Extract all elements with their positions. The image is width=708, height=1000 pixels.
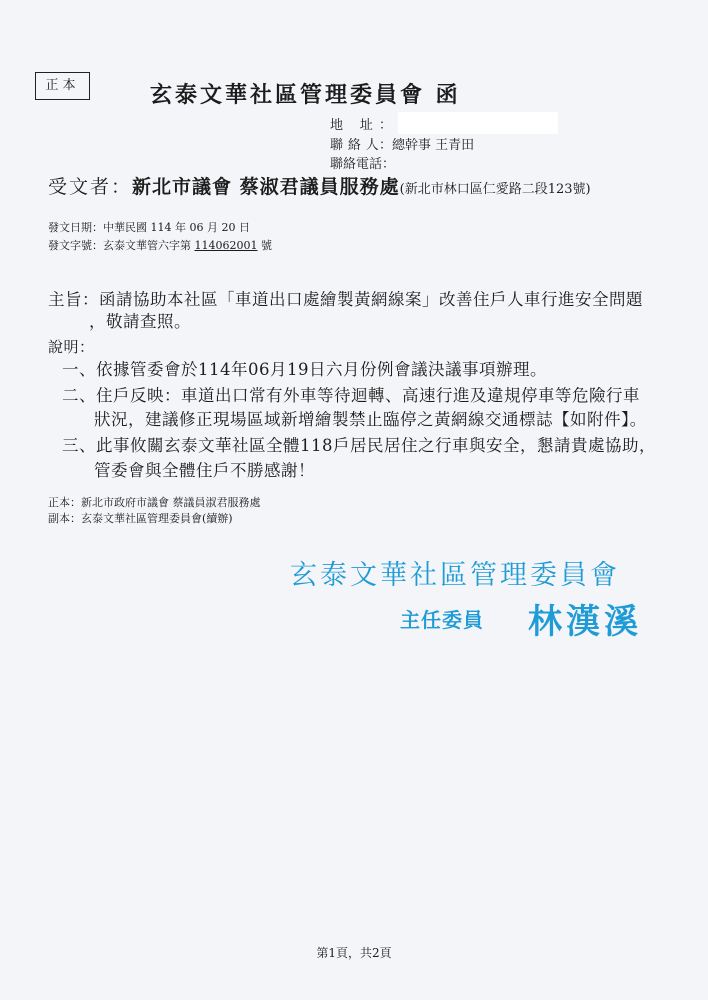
subject-label: 主旨： <box>48 290 99 309</box>
subject-line-1 <box>48 286 643 310</box>
issue-ref-label: 發文字號： <box>48 239 103 252</box>
phone-label: 聯絡電話： <box>330 157 396 172</box>
contact-row <box>330 134 474 153</box>
phone-row <box>330 153 396 172</box>
explanation-item-3-line-1: 三、此事攸關玄泰文華社區全體118戶居民居住之行車與安全，懇請貴處協助， <box>62 436 656 455</box>
contact-label: 聯 絡 人： <box>330 138 392 153</box>
issue-date-label: 發文日期： <box>48 221 103 234</box>
address-row <box>330 114 392 133</box>
explanation-item-3-line-2: 管委會與全體住戶不勝感謝！ <box>94 461 315 480</box>
explanation-item-2-line-1: 二、住戶反映：車道出口常有外車等待迴轉、高速行進及違規停車等危險行車 <box>62 386 640 405</box>
redacted-address <box>398 112 558 134</box>
original-copy-tag: 正本 <box>35 72 90 100</box>
document-title: 玄泰文華社區管理委員會 函 <box>150 82 461 108</box>
subject-line-2: ，敬請查照。 <box>89 312 191 331</box>
distribution-original: 正本：新北市政府市議會 蔡議員淑君服務處 <box>48 496 261 509</box>
issue-ref-prefix: 玄泰文華管六字第 <box>103 239 195 252</box>
explanation-label: 說明： <box>48 338 95 356</box>
stamp-organization: 玄泰文華社區管理委員會 <box>290 560 620 591</box>
issue-ref-number: 114062001 <box>194 239 258 252</box>
contact-value: 總幹事 王青田 <box>392 138 475 153</box>
recipient-label: 受文者： <box>48 176 133 198</box>
recipient-line <box>48 172 591 199</box>
issue-date-value: 中華民國 114 年 06 月 20 日 <box>103 221 250 234</box>
explanation-item-2-line-2: 狀況，建議修正現場區域新增繪製禁止臨停之黃網線交通標誌【如附件】。 <box>94 410 647 429</box>
recipient-address: (新北市林口區仁愛路二段123號) <box>399 182 591 197</box>
issue-ref-suffix: 號 <box>257 239 272 252</box>
explanation-item-1: 一、依據管委會於114年06月19日六月份例會議決議事項辦理。 <box>62 360 547 379</box>
stamp-signature-name: 林漢溪 <box>528 602 642 642</box>
address-label: 地 址： <box>330 118 392 133</box>
subject-text-1: 函請協助本社區「車道出口處繪製黃網線案」改善住戶人車行進安全問題 <box>99 290 643 309</box>
recipient-org: 新北市議會 蔡淑君議員服務處 <box>132 176 400 198</box>
issue-date-row <box>48 219 250 235</box>
distribution-copy: 副本：玄泰文華社區管理委員會(續辦) <box>48 512 233 525</box>
stamp-role: 主任委員 <box>400 608 484 632</box>
issue-ref-row <box>48 237 272 253</box>
page-number: 第1頁，共2頁 <box>316 946 392 960</box>
